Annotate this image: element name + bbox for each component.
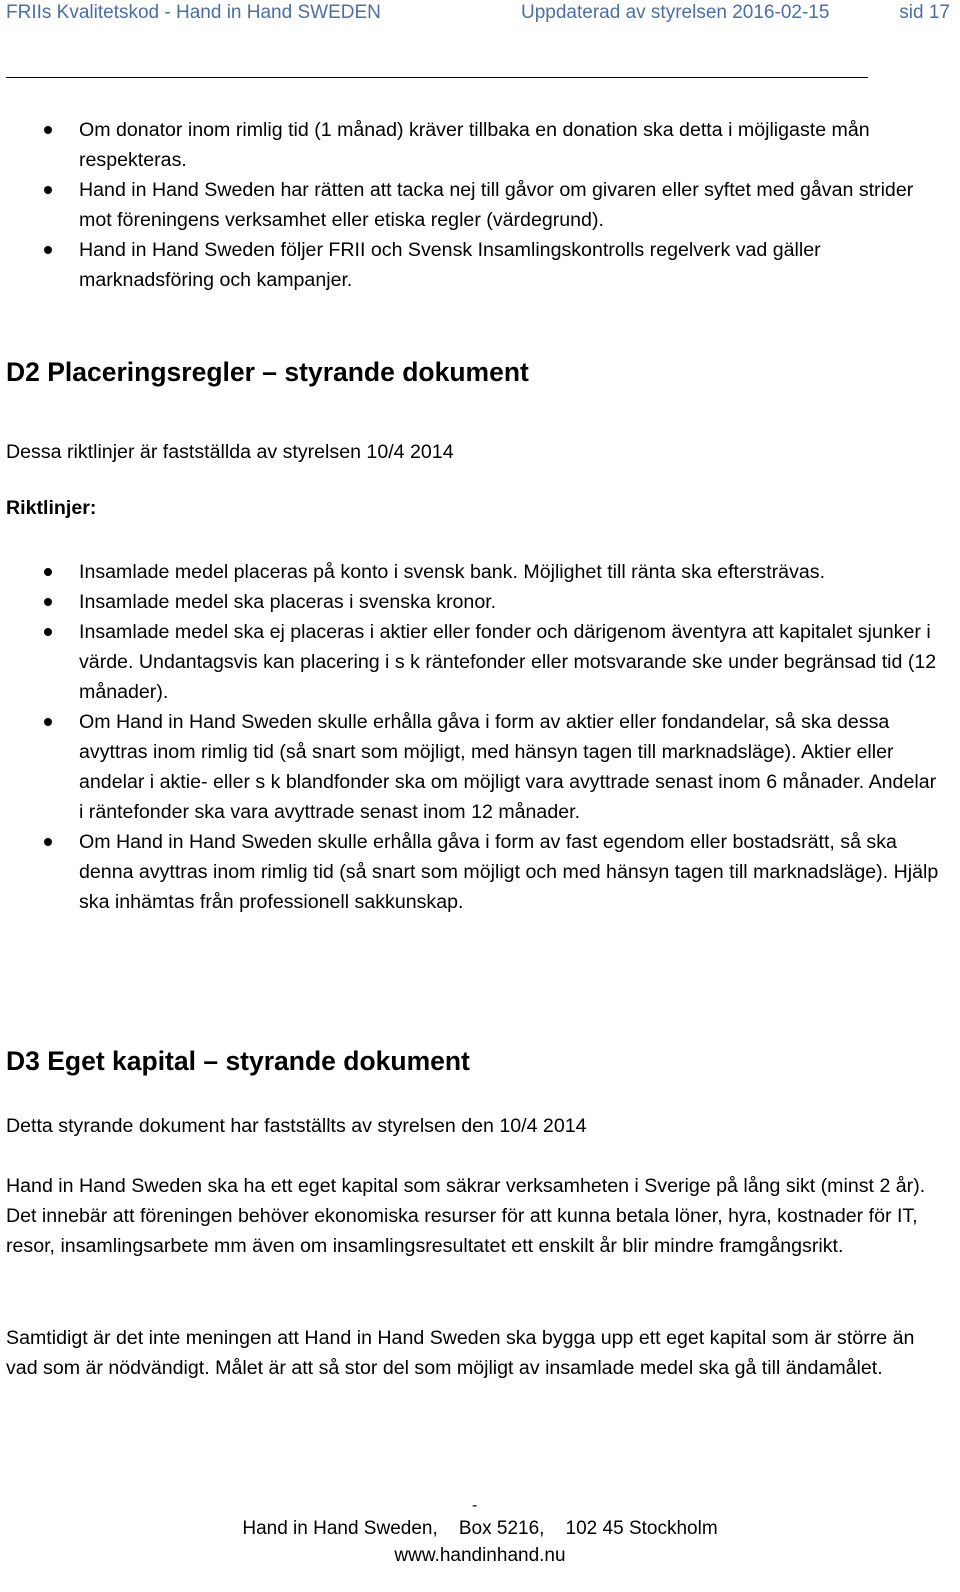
d2-heading: D2 Placeringsregler – styrande dokument <box>6 357 529 387</box>
list-item-text: Om Hand in Hand Sweden skulle erhålla gåva i form av fast egendom eller bostadsrätt, så ska denna avyttras inom rimlig tid (så snart som möjligt och med hänsyn tagen till marknadsläge). Hjälp ska inhämtas från professionell sakkunskap. <box>79 831 939 913</box>
list-item <box>6 235 941 295</box>
top-bullet-list <box>6 115 941 295</box>
list-item <box>6 587 941 617</box>
footer-address: Hand in Hand Sweden, Box 5216, 102 45 Stockholm <box>242 1518 718 1539</box>
list-item-text: Insamlade medel ska ej placeras i aktier eller fonder och därigenom äventyra att kapitalet sjunker i värde. Undantagsvis kan placering i s k räntefonder eller motsvarande ske under begränsad tid (12 månader). <box>79 621 937 703</box>
d2-bullet-list <box>6 557 941 917</box>
bullet-icon <box>44 838 52 846</box>
header-updated: Uppdaterad av styrelsen 2016-02-15 <box>521 2 830 23</box>
d3-intro: Detta styrande dokument har fastställts av styrelsen den 10/4 2014 <box>6 1115 587 1137</box>
d3-paragraph-2: Samtidigt är det inte meningen att Hand in Hand Sweden ska bygga upp ett eget kapital som är större än vad som är nödvändigt. Målet är att så stor del som möjligt av insamlade medel ska gå till ändamålet. <box>6 1327 915 1379</box>
footer-dash: - <box>472 1497 478 1514</box>
list-item-text: Hand in Hand Sweden har rätten att tacka nej till gåvor om givaren eller syftet med gåvan strider mot föreningens verksamhet eller etiska regler (värdegrund). <box>79 179 914 231</box>
list-item <box>6 617 941 707</box>
bullet-icon <box>44 628 52 636</box>
list-item <box>6 827 941 917</box>
header-title: FRIIs Kvalitetskod - Hand in Hand SWEDEN <box>6 2 381 23</box>
d3-heading: D3 Eget kapital – styrande dokument <box>6 1046 470 1076</box>
bullet-icon <box>44 246 52 254</box>
bullet-icon <box>44 718 52 726</box>
bullet-icon <box>44 126 52 134</box>
bullet-icon <box>44 598 52 606</box>
bullet-icon <box>44 568 52 576</box>
list-item-text: Insamlade medel placeras på konto i svensk bank. Möjlighet till ränta ska eftersträvas. <box>79 561 826 583</box>
d2-intro: Dessa riktlinjer är fastställda av styrelsen 10/4 2014 <box>6 441 454 463</box>
d3-paragraph-1: Hand in Hand Sweden ska ha ett eget kapital som säkrar verksamheten i Sverige på lång sikt (minst 2 år). Det innebär att föreningen behöver ekonomiska resurser för att kunna betala löner, hyra, kostnader för IT, resor, insamlingsarbete mm även om insamlingsresultatet ett enskilt år blir mindre framgångsrikt. <box>6 1175 926 1257</box>
d2-guidelines-label: Riktlinjer: <box>6 497 97 519</box>
list-item <box>6 557 941 587</box>
list-item-text: Hand in Hand Sweden följer FRII och Svensk Insamlingskontrolls regelverk vad gäller marknadsföring och kampanjer. <box>79 239 821 291</box>
list-item <box>6 115 941 175</box>
list-item-text: Om donator inom rimlig tid (1 månad) kräver tillbaka en donation ska detta i möjligaste mån respekteras. <box>79 119 870 171</box>
bullet-icon <box>44 186 52 194</box>
list-item <box>6 175 941 235</box>
header-page-number: sid 17 <box>899 2 950 23</box>
list-item <box>6 707 941 827</box>
header-divider <box>6 77 868 78</box>
list-item-text: Om Hand in Hand Sweden skulle erhålla gåva i form av aktier eller fondandelar, så ska dessa avyttras inom rimlig tid (så snart som möjligt, med hänsyn tagen till marknadsläge). Aktier eller andelar i aktie- eller s k blandfonder ska om möjligt vara avyttrade senast inom 6 månader. Andelar i räntefonder ska vara avyttrade senast inom 12 månader. <box>79 711 937 823</box>
list-item-text: Insamlade medel ska placeras i svenska kronor. <box>79 591 497 613</box>
footer-website: www.handinhand.nu <box>394 1545 566 1566</box>
